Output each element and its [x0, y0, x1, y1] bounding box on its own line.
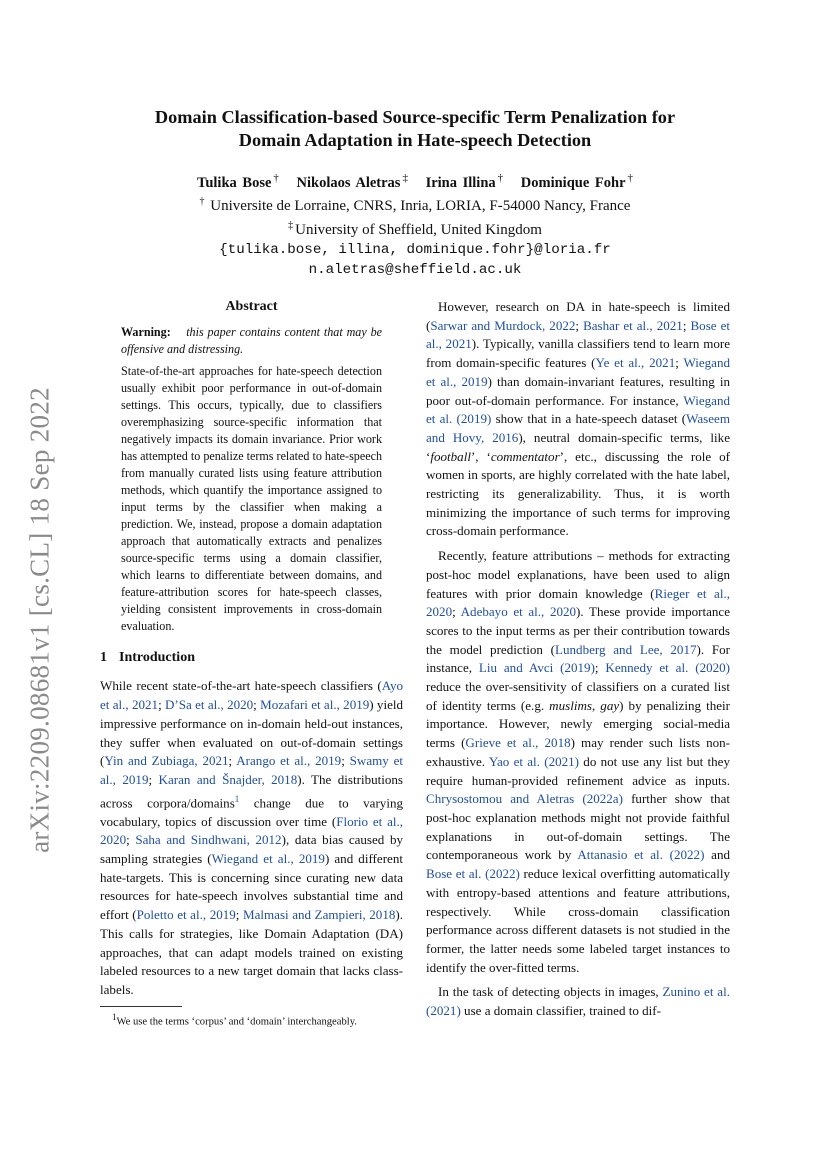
text-run: ; [594, 660, 606, 676]
text-run: show that in a hate-speech dataset ( [491, 411, 687, 427]
affiliation-mark: ‡ [288, 219, 294, 231]
footnote-text: We use the terms ‘corpus’ and ‘domain’ interchangeably. [116, 1016, 357, 1028]
text-run: Recently, feature attributions – methods for extracting post-hoc model explanations, have been used to align features with prior domain knowledge ( [426, 548, 730, 601]
author-name: Nikolaos Aletras [296, 174, 401, 191]
citation-link[interactable]: Grieve et al., 2018 [465, 735, 571, 751]
text-run: ; [148, 771, 159, 787]
citation-link[interactable]: Yin and Zubiaga, 2021 [104, 753, 229, 769]
paper-title [100, 106, 730, 152]
body-paragraph-2 [426, 298, 730, 541]
text-run: reduce the over-sensitivity of classifiers on a curated list of identity terms (e.g. [426, 679, 730, 713]
citation-link[interactable]: Attanasio et al. (2022) [577, 847, 705, 863]
text-run: ; [575, 317, 584, 333]
arxiv-stamp [12, 360, 68, 880]
text-run: ), data bias caused by sampling strategies ( [100, 832, 403, 867]
emphasized-term: commentator [490, 448, 560, 464]
text-run: ; [126, 832, 136, 848]
citation-link[interactable]: Arango et al., 2019 [236, 753, 342, 769]
section-title: Introduction [119, 649, 195, 665]
text-run: , [591, 697, 601, 713]
footnote-divider [100, 1006, 182, 1007]
text-run: However, research on DA in hate-speech is limited ( [426, 299, 730, 333]
text-run: ; [253, 697, 261, 713]
citation-link[interactable]: Liu and Avci (2019) [478, 660, 595, 676]
text-run: ; [158, 697, 165, 713]
author-mark: ‡ [402, 172, 408, 184]
text-run: ). This calls for strategies, like Domain Adaptation (DA) approaches, that can adapt models trained on existing labeled resources to a new target domain that lacks class-labels. [100, 907, 403, 997]
text-run: ) by penalizing their importance. However, newly emerging social-media terms ( [426, 697, 730, 751]
abstract-text: State-of-the-art approaches for hate-speech detection usually exhibit poor performance in out-of-domain settings. This occurs, typically, due to classifiers overemphasizing source-specific information that negatively impacts its domain invariance. Prior work has attempted to penalize terms related to hate-speech from manually curated lists using feature attribution methods, which quantify the importance assigned to input terms by the classifier when making a prediction. We, instead, propose a domain adaptation approach that automatically extracts and penalizes source-specific terms using a domain classifier, which learns to differentiate between domains, and feature-attribution scores for hate-speech classes, yielding consistent improvements in cross-domain evaluation. [121, 363, 382, 633]
citation-link[interactable]: Malmasi and Zampieri, 2018 [243, 907, 396, 923]
text-run: In the task of detecting objects in images, [438, 984, 663, 1000]
text-run: do not use any list but they require human-provided refinement advice as inputs. [426, 753, 731, 788]
emphasized-term: gay [600, 697, 620, 713]
citation-link[interactable]: Zunino et al. (2021) [426, 984, 730, 1019]
citation-link[interactable]: Lundberg and Lee, 2017 [555, 641, 697, 657]
citation-link[interactable]: Saha and Sindhwani, 2012 [135, 832, 282, 848]
citation-link[interactable]: Rieger et al., 2020 [426, 585, 730, 620]
email-line-1: {tulika.bose, illina, dominique.fohr}@loria.fr [219, 241, 611, 258]
citation-link[interactable]: Kennedy et al. (2020) [605, 660, 731, 676]
arxiv-identifier: arXiv:2209.08681v1 [cs.CL] 18 Sep 2022 [24, 387, 55, 853]
text-run: and [704, 847, 731, 863]
affiliation-1 [100, 192, 730, 216]
right-column [426, 298, 730, 1021]
citation-link[interactable]: Adebayo et al., 2020 [460, 604, 577, 620]
citation-link[interactable]: Sarwar and Murdock, 2022 [430, 317, 576, 333]
email-line-2: n.aletras@sheffield.ac.uk [308, 261, 522, 278]
affiliation-text: University of Sheffield, United Kingdom [295, 221, 542, 238]
text-run: ). Typically, vanilla classifiers tend to learn more from domain-specific features ( [426, 336, 730, 371]
text-run: ) may render such lists non-exhaustive. [426, 735, 731, 769]
affiliation-2 [100, 216, 730, 240]
intro-paragraph [100, 677, 403, 999]
text-run: ; [235, 907, 243, 923]
text-run: ; [452, 604, 461, 620]
citation-link[interactable]: Wiegand et al., 2019 [426, 355, 731, 389]
text-run: ) than domain-invariant features, resulting in poor out-of-domain performance. For instance, [426, 373, 730, 408]
author-name: Dominique Fohr [520, 174, 626, 191]
footnote-marker[interactable]: 1 [234, 793, 240, 804]
text-run: ) and different hate-targets. This is concerning since curating new data resources for hate-speech involves substantial time and effort ( [100, 851, 403, 923]
text-run: ). The distributions across corpora/domains [100, 771, 403, 810]
citation-link[interactable]: Wiegand et al., 2019 [211, 851, 325, 867]
abstract-heading: Abstract [225, 299, 278, 314]
citation-link[interactable]: Waseem and Hovy, 2016 [426, 411, 730, 445]
footnote-number: 1 [112, 1011, 117, 1022]
citation-link[interactable]: Bashar et al., 2021 [583, 317, 683, 333]
citation-link[interactable]: Bose et al., 2021 [426, 317, 731, 352]
text-run: ; [675, 355, 684, 371]
text-run: ). These provide importance scores to the input terms as per their contribution towards the model prediction ( [426, 604, 730, 657]
section-number: 1 [100, 649, 107, 665]
citation-link[interactable]: Karan and Šnajder, 2018 [158, 771, 298, 787]
affiliation-text: Universite de Lorraine, CNRS, Inria, LORIA, F-54000 Nancy, France [210, 197, 631, 214]
title-line-2: Domain Adaptation in Hate-speech Detection [238, 130, 592, 150]
citation-link[interactable]: Ye et al., 2021 [595, 355, 676, 371]
text-run: ; [341, 753, 350, 769]
text-run: ) yield impressive performance on in-domain held-out instances, they suffer when evaluated on out-of-domain settings ( [100, 697, 404, 769]
author-mark: † [273, 172, 279, 184]
text-run: ’, etc., discussing the role of women in sports, are highly correlated with the hate label, restricting its generalizability. Thus, it is worth minimizing the importance of such terms for improving cross-domain performance. [426, 448, 730, 539]
author-name: Tulika Bose [197, 174, 272, 191]
warning-label: Warning: [121, 324, 171, 339]
citation-link[interactable]: Swamy et al., 2019 [100, 753, 403, 787]
author-mark: † [497, 172, 504, 184]
citation-link[interactable]: Poletto et al., 2019 [136, 907, 236, 923]
title-line-1: Domain Classification-based Source-specific Term Penalization for [154, 107, 676, 127]
text-run: ), neutral domain-specific terms, like ‘ [426, 429, 730, 464]
body-paragraph-4 [426, 983, 730, 1020]
citation-link[interactable]: D’Sa et al., 2020 [165, 697, 254, 713]
text-run: ; [682, 317, 691, 333]
paper-header [100, 106, 730, 280]
text-run: While recent state-of-the-art hate-speech classifiers ( [100, 678, 382, 694]
section-heading-introduction [100, 649, 403, 668]
citation-link[interactable]: Chrysostomou and Aletras (2022a) [426, 791, 623, 807]
text-run: change due to varying vocabulary, topics of discussion over time ( [100, 794, 403, 829]
abstract [121, 324, 382, 635]
author-name: Irina Illina [425, 174, 496, 191]
emphasized-term: muslims [549, 697, 592, 713]
citation-link[interactable]: Ayo et al., 2021 [100, 678, 403, 713]
citation-link[interactable]: Wiegand et al. (2019) [426, 392, 730, 427]
warning-text: this paper contains content that may be offensive and distressing. [121, 324, 382, 356]
author-list [100, 172, 730, 192]
left-column [100, 298, 403, 1029]
citation-link[interactable]: Florio et al., 2020 [100, 813, 404, 848]
citation-link[interactable]: Yao et al. (2021) [488, 753, 580, 769]
citation-link[interactable]: Bose et al. (2022) [426, 866, 520, 882]
text-run: ; [228, 753, 237, 769]
text-run: further show that post-hoc explanation methods might not provide faithful explanations in out-of-domain settings. The contemporaneous work by [426, 791, 730, 863]
text-run: ). For instance, [426, 641, 730, 676]
author-mark: † [627, 172, 633, 184]
affiliation-mark: † [199, 195, 205, 207]
warning-note [121, 324, 382, 358]
text-run: reduce lexical overfitting automatically with entropy-based attentions and feature attributions, respectively. While cross-domain classification performance across different datasets is not studied in the former, the latter needs some labeled target instances to identify the over-fitted terms. [426, 866, 730, 975]
text-run: use a domain classifier, trained to dif- [460, 1003, 661, 1019]
footnote [100, 1010, 403, 1030]
emphasized-term: football [430, 448, 471, 464]
body-paragraph-3 [426, 547, 730, 977]
text-run: ’, ‘ [470, 448, 491, 464]
citation-link[interactable]: Mozafari et al., 2019 [260, 697, 370, 713]
